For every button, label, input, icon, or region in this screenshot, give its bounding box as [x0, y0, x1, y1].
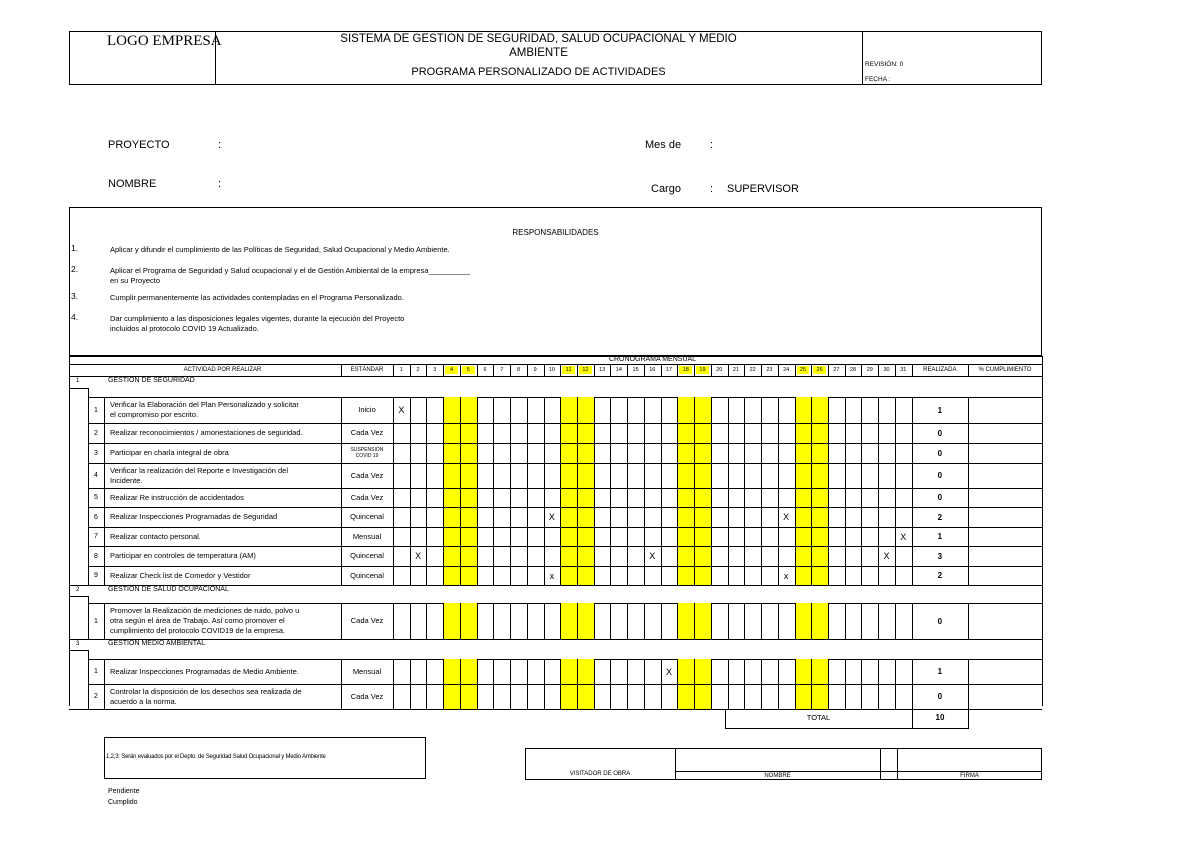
day-divider: [493, 397, 494, 585]
row-activity: [110, 527, 339, 546]
day-header-divider: [493, 364, 494, 376]
row-standard: [341, 546, 393, 566]
schedule-mark: X: [548, 512, 555, 522]
day-header: 19: [699, 367, 706, 373]
row-standard: [341, 527, 393, 546]
resp-item-text: Aplicar y difundir el cumplimiento de las Políticas de Seguridad, Salud Ocupacional y Medio Ambiente.: [110, 245, 450, 254]
row-realizada: 0: [937, 448, 943, 458]
day-divider: [811, 603, 812, 639]
row-realizada: 0: [937, 428, 943, 438]
day-divider: [527, 603, 528, 639]
day-header-divider: [410, 364, 411, 376]
day-divider: [845, 397, 846, 585]
row-activity-line: Participar en controles de temperatura (AM): [110, 551, 256, 560]
row-standard: [341, 507, 393, 527]
day-divider: [744, 397, 745, 585]
day-divider: [878, 603, 879, 639]
day-header-divider: [393, 364, 394, 376]
table-right-border: [1042, 356, 1043, 706]
day-highlight-column: [577, 397, 594, 585]
day-highlight-column: [560, 603, 577, 639]
row-standard-line: Cada Vez: [350, 616, 384, 625]
resp-item-number: 2.: [71, 264, 79, 274]
row-activity-line: Realizar contacto personal.: [110, 531, 201, 541]
day-divider: [627, 397, 628, 585]
day-divider: [861, 397, 862, 585]
row-realizada: 0: [937, 471, 943, 480]
section-separator: [69, 639, 1042, 640]
schedule-mark: X: [415, 551, 422, 561]
day-header-divider: [477, 364, 478, 376]
day-divider: [443, 603, 444, 639]
table-vline: [341, 364, 342, 376]
section-title: GESTION DE SALUD OCUPACIONAL: [108, 586, 229, 593]
section-number: 1: [76, 378, 80, 384]
day-highlight-column: [677, 397, 694, 585]
day-header: 22: [749, 367, 756, 373]
row-standard-line: Quincenal: [350, 512, 384, 521]
day-divider: [761, 603, 762, 639]
revision-label: REVISIÓN: 0: [865, 61, 904, 68]
nombre-label: NOMBRE: [108, 178, 157, 190]
day-divider: [460, 603, 461, 639]
day-divider: [477, 603, 478, 639]
row-standard: [341, 488, 393, 507]
header-subtitle: PROGRAMA PERSONALIZADO DE ACTIVIDADES: [411, 66, 666, 78]
col-actividad-header: ACTIVIDAD POR REALIZAR: [183, 367, 262, 373]
day-header: 3: [433, 367, 437, 373]
day-header: 24: [783, 367, 790, 373]
total-label: TOTAL: [806, 712, 831, 722]
section-bottom-line: [69, 388, 88, 389]
schedule-mark: x: [783, 570, 789, 581]
day-header-divider: [845, 364, 846, 376]
day-divider: [861, 603, 862, 639]
day-header: 12: [582, 367, 589, 373]
day-header-divider: [560, 364, 561, 376]
day-highlight-column: [795, 603, 812, 639]
header-title-line2: AMBIENTE: [509, 47, 568, 59]
day-divider: [610, 397, 611, 585]
day-header: 17: [665, 367, 673, 373]
resp-item-text: en su Proyecto: [110, 276, 161, 285]
day-header-divider: [728, 364, 729, 376]
day-divider: [610, 603, 611, 639]
table-vline: [968, 364, 969, 376]
day-header-divider: [510, 364, 511, 376]
row-standard-line: Cada Vez: [350, 470, 384, 480]
row-activity: [110, 443, 339, 463]
day-highlight-column: [443, 397, 460, 585]
table-vline: [104, 397, 105, 585]
day-header: 26: [816, 367, 823, 373]
col-estandar-header: ESTÁNDAR: [350, 367, 384, 373]
resp-item-number: 3.: [71, 291, 79, 301]
day-divider: [661, 603, 662, 639]
day-header-divider: [694, 364, 695, 376]
section-title: GESTION DE SEGURIDAD: [108, 377, 195, 384]
section-bottom-line: [69, 596, 88, 597]
day-header-divider: [744, 364, 745, 376]
day-divider: [828, 397, 829, 585]
day-divider: [677, 603, 678, 639]
day-header: 21: [732, 367, 740, 373]
day-highlight-column: [677, 603, 694, 639]
day-highlight-column: [795, 397, 812, 585]
fecha-label: FECHA :: [865, 76, 891, 83]
row-activity: [110, 463, 339, 488]
day-divider: [410, 603, 411, 639]
day-divider: [426, 603, 427, 639]
resp-item-text: Cumplir permanentemente las actividades contempladas en el Programa Personalizado.: [110, 293, 404, 302]
day-header: 31: [900, 367, 907, 373]
table-vline: [968, 397, 969, 585]
day-header: 7: [500, 367, 504, 373]
row-activity-line: Realizar Inspecciones Programadas de Seguridad: [110, 512, 278, 521]
row-standard: [341, 566, 393, 585]
row-activity-line: Controlar la disposición de los desechos sea realizada de: [110, 686, 302, 696]
day-header: 25: [799, 367, 806, 373]
row-activity: [110, 546, 339, 566]
row-number: 6: [94, 513, 98, 521]
day-header-divider: [544, 364, 545, 376]
day-divider: [728, 603, 729, 639]
day-divider: [544, 397, 545, 585]
day-divider: [644, 603, 645, 639]
day-header-divider: [895, 364, 896, 376]
day-header-divider: [878, 364, 879, 376]
day-divider: [711, 397, 712, 585]
day-divider: [711, 603, 712, 639]
row-standard: [341, 684, 393, 709]
sig-mid-line: [675, 771, 1042, 772]
row-realizada: 1: [937, 532, 943, 541]
day-header: 13: [599, 367, 606, 373]
resp-item-number: 1.: [71, 243, 79, 253]
row-standard: [341, 603, 393, 639]
row-number: 1: [94, 617, 98, 625]
row-standard-line: Mensual: [352, 666, 382, 676]
day-divider: [694, 603, 695, 639]
row-activity: [110, 488, 339, 507]
row-standard-line: COVID 19: [355, 453, 379, 459]
day-divider: [510, 397, 511, 585]
table-left-border: [69, 356, 70, 706]
day-divider: [443, 397, 444, 585]
day-header: 30: [883, 367, 890, 373]
row-number: 2: [94, 693, 98, 700]
day-divider: [544, 603, 545, 639]
row-activity-line: Verificar la Elaboración del Plan Personalizado y solicitar: [110, 400, 299, 409]
day-highlight-column: [560, 397, 577, 585]
row-activity-line: Participar en charla integral de obra: [110, 448, 229, 457]
day-header-divider: [527, 364, 528, 376]
day-header: 16: [649, 367, 656, 373]
day-divider: [677, 397, 678, 585]
day-divider: [728, 397, 729, 585]
row-activity: [110, 684, 339, 709]
visitador-label: VISITADOR DE OBRA: [569, 771, 631, 777]
day-header-divider: [677, 364, 678, 376]
day-header-divider: [460, 364, 461, 376]
row-activity-line: Realizar reconocimientos / amonestaciones de seguridad.: [110, 428, 303, 437]
row-number: 8: [94, 552, 98, 560]
day-highlight-column: [694, 397, 711, 585]
row-activity: [110, 397, 339, 423]
schedule-mark: X: [883, 551, 890, 561]
row-realizada: 0: [937, 493, 943, 502]
row-activity-line: Promover la Realización de mediciones de ruido, polvo u: [110, 606, 300, 615]
day-divider: [795, 603, 796, 639]
day-divider: [594, 397, 595, 585]
day-header-divider: [627, 364, 628, 376]
row-activity-line: acuerdo a la norma.: [110, 696, 177, 706]
row-activity-line: cumplimiento del protocolo COVID19 de la empresa.: [110, 626, 286, 635]
row-number: 9: [94, 572, 98, 579]
section-title: GESTION MEDIO AMBIENTAL: [108, 640, 206, 647]
day-divider: [761, 397, 762, 585]
day-header-divider: [443, 364, 444, 376]
cargo-colon: :: [710, 183, 714, 195]
table-vline: [912, 364, 913, 376]
schedule-mark: X: [783, 512, 790, 522]
cargo-value: SUPERVISOR: [727, 183, 799, 195]
day-divider: [477, 397, 478, 585]
row-realizada: 3: [937, 551, 943, 561]
day-divider: [744, 603, 745, 639]
day-header-divider: [610, 364, 611, 376]
day-divider: [426, 397, 427, 585]
row-realizada: 2: [937, 571, 943, 580]
row-number: 7: [94, 533, 98, 540]
day-header-divider: [426, 364, 427, 376]
row-number: 1: [94, 668, 98, 675]
day-divider: [627, 603, 628, 639]
row-activity: [110, 659, 339, 684]
table-vline: [104, 603, 105, 639]
schedule-mark: X: [900, 531, 907, 542]
day-highlight-column: [694, 603, 711, 639]
cronograma-label: CRONOGRAMA MENSUAL: [608, 356, 697, 363]
row-standard-line: Quincenal: [350, 551, 384, 560]
row-activity-line: Realizar Re instrucción de accidentados: [110, 492, 244, 502]
day-header: 28: [850, 367, 857, 373]
day-header-divider: [594, 364, 595, 376]
section-separator: [69, 585, 1042, 586]
day-header-divider: [644, 364, 645, 376]
note-text: 1,2,3: Serán evaluados por el Depto. de Seguridad Salud Ocupacional y Medio Ambiente: [106, 754, 326, 760]
row-standard: [341, 659, 393, 684]
day-header: 15: [632, 367, 639, 373]
day-divider: [460, 397, 461, 585]
logo-text: LOGO EMPRESA: [107, 33, 222, 49]
mes-colon: :: [710, 139, 714, 151]
row-standard-line: Cada Vez: [350, 492, 384, 502]
day-divider: [510, 603, 511, 639]
day-header: 9: [533, 367, 537, 373]
day-divider: [694, 397, 695, 585]
day-divider: [795, 397, 796, 585]
day-divider: [594, 603, 595, 639]
sig-div2: [880, 748, 881, 780]
row-number: 3: [94, 449, 98, 457]
row-activity-line: Incidente.: [110, 475, 143, 485]
day-header: 20: [716, 367, 723, 373]
day-highlight-column: [811, 603, 828, 639]
day-highlight-column: [811, 397, 828, 585]
resp-item-text: incluidos al protocolo COVID 19 Actualizado.: [110, 324, 259, 333]
nombre-colon: :: [218, 178, 222, 190]
row-number: 2: [94, 429, 98, 437]
day-header-divider: [861, 364, 862, 376]
section-number: 3: [76, 641, 80, 647]
mes-label: Mes de: [645, 139, 682, 151]
total-value: 10: [935, 712, 945, 722]
table-vline: [393, 603, 394, 639]
row-standard-line: Inicio: [358, 405, 376, 414]
row-activity-line: Realizar Check list de Comedor y Vestidor: [110, 570, 251, 580]
row-standard-line: SUSPENSIÓN: [350, 447, 384, 453]
day-header: 4: [450, 367, 454, 373]
day-divider: [895, 397, 896, 585]
day-divider: [895, 603, 896, 639]
day-divider: [811, 397, 812, 585]
table-vline: [393, 397, 394, 585]
row-standard: [341, 397, 393, 423]
day-divider: [778, 397, 779, 585]
pendiente-label: Pendiente: [108, 788, 140, 795]
day-header-divider: [811, 364, 812, 376]
day-header: 8: [516, 367, 520, 373]
day-divider: [661, 397, 662, 585]
row-activity: [110, 566, 339, 585]
day-header-divider: [778, 364, 779, 376]
section-bottom-line: [69, 650, 88, 651]
row-activity: [110, 603, 339, 639]
day-header: 27: [833, 367, 840, 373]
schedule-mark: X: [398, 405, 405, 415]
row-realizada: 0: [937, 616, 943, 626]
proyecto-label: PROYECTO: [108, 139, 170, 151]
day-header-divider: [661, 364, 662, 376]
day-header: 1: [399, 367, 403, 373]
day-header: 5: [466, 367, 470, 373]
day-divider: [577, 397, 578, 585]
cumplido-label: Cumplido: [108, 799, 138, 806]
row-standard-line: Mensual: [352, 531, 382, 541]
day-header: 18: [682, 367, 689, 373]
cargo-label: Cargo: [651, 183, 681, 195]
proyecto-colon: :: [218, 139, 222, 151]
row-activity: [110, 423, 339, 443]
responsibilities-title: RESPONSABILIDADES: [512, 228, 599, 237]
resp-item-text: Aplicar el Programa de Seguridad y Salud ocupacional y el de Gestión Ambiental de la empresa__________: [110, 266, 471, 275]
day-header: 23: [766, 367, 773, 373]
day-highlight-column: [460, 397, 477, 585]
row-activity-line: Verificar la realización del Reporte e Investigación del: [110, 465, 289, 475]
resp-item-text: Dar cumplimiento a las disposiciones legales vigentes, durante la ejecución del Proyecto: [110, 314, 405, 323]
day-divider: [577, 603, 578, 639]
row-realizada: 1: [937, 667, 943, 676]
day-header-divider: [711, 364, 712, 376]
day-header-divider: [828, 364, 829, 376]
row-activity-line: otra según el área de Trabajo. Así como promover el: [110, 616, 285, 625]
day-header: 14: [615, 367, 622, 373]
day-header: 10: [548, 367, 555, 373]
row-realizada: 2: [937, 512, 943, 522]
col-realizada-header: REALIZADA: [923, 367, 957, 373]
row-realizada: 1: [937, 405, 943, 415]
row-standard-line: Cada Vez: [350, 691, 384, 701]
col-cumplimiento-header: % CUMPLIMIENTO: [978, 367, 1032, 373]
table-vline: [968, 603, 969, 639]
row-activity: [110, 507, 339, 527]
sig-firma-label: FIRMA: [960, 773, 979, 779]
day-divider: [560, 603, 561, 639]
row-standard: [341, 423, 393, 443]
day-header: 6: [483, 367, 487, 373]
schedule-mark: X: [649, 551, 656, 561]
day-divider: [828, 603, 829, 639]
section-number: 2: [76, 587, 80, 593]
header-title-line1: SISTEMA DE GESTION DE SEGURIDAD, SALUD OCUPACIONAL Y MEDIO: [340, 33, 737, 45]
header-bottom-line: [69, 376, 1042, 377]
day-header: 2: [416, 367, 420, 373]
day-divider: [778, 603, 779, 639]
schedule-mark: x: [549, 570, 555, 581]
day-divider: [493, 603, 494, 639]
row-number: 4: [94, 472, 98, 479]
day-header-divider: [761, 364, 762, 376]
row-standard-line: Cada Vez: [350, 428, 384, 437]
day-divider: [527, 397, 528, 585]
row-standard: [341, 443, 393, 463]
row-standard: [341, 463, 393, 488]
day-highlight-column: [443, 603, 460, 639]
day-highlight-column: [577, 603, 594, 639]
day-header: 29: [866, 367, 873, 373]
row-standard-line: Quincenal: [350, 570, 384, 580]
day-highlight-column: [460, 603, 477, 639]
day-header-divider: [577, 364, 578, 376]
day-header-divider: [795, 364, 796, 376]
day-divider: [845, 603, 846, 639]
sig-nombre-label: NOMBRE: [764, 773, 791, 779]
row-activity-line: el compromiso por escrito.: [110, 410, 198, 419]
row-number: 1: [94, 406, 98, 414]
row-number: 5: [94, 494, 98, 501]
row-realizada: 0: [937, 692, 943, 701]
schedule-mark: X: [666, 666, 673, 677]
day-divider: [560, 397, 561, 585]
day-header: 11: [565, 367, 572, 373]
resp-item-number: 4.: [71, 312, 79, 322]
row-activity-line: Realizar Inspecciones Programadas de Medio Ambiente.: [110, 666, 299, 676]
